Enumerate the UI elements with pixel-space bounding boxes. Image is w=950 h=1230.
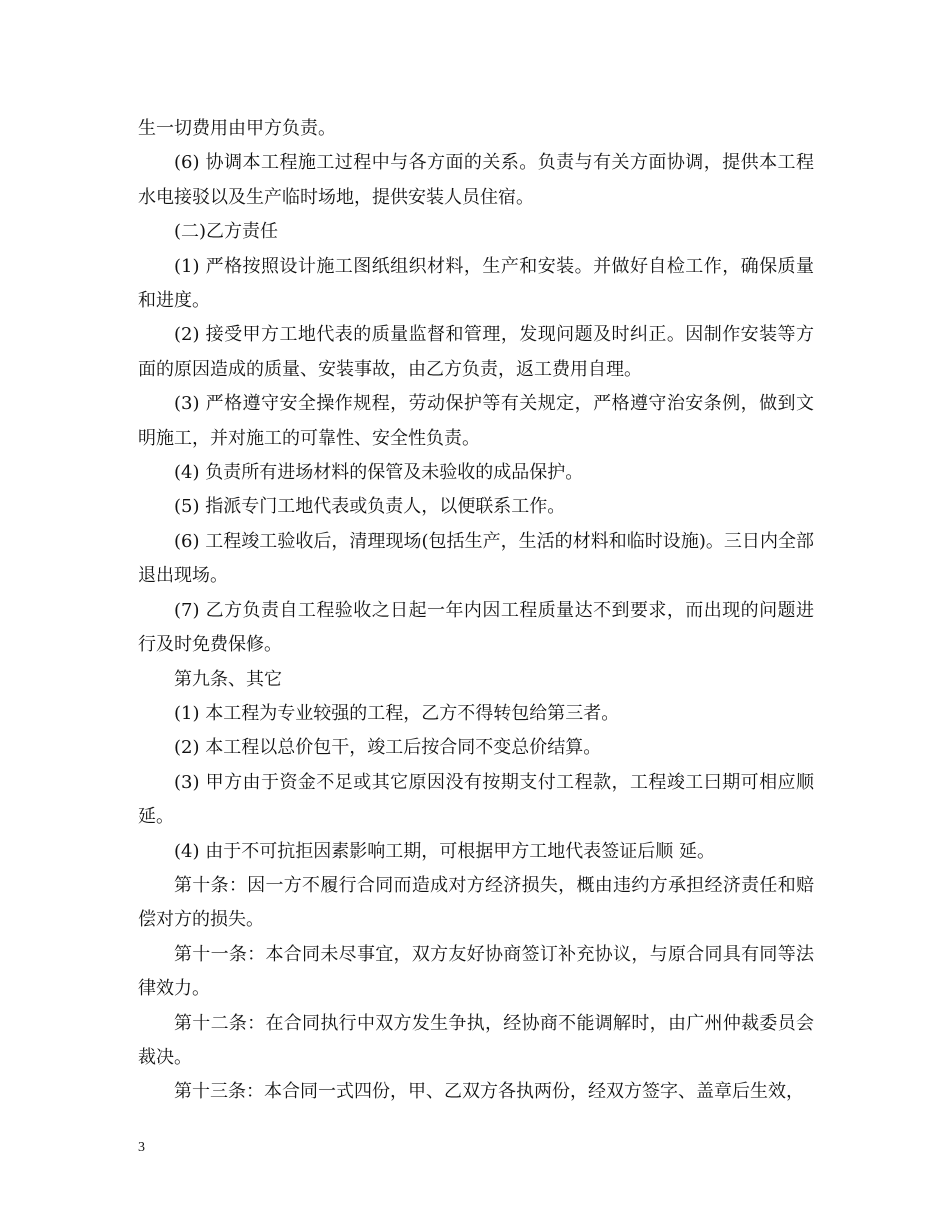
paragraph: (2) 接受甲方工地代表的质量监督和管理，发现问题及时纠正。因制作安装等方面的原因造成的质量、安装事故，由乙方负责，返工费用自理。 [138,324,814,380]
paragraph: (4) 负责所有进场材料的保管及未验收的成品保护。 [174,462,584,484]
paragraph: (1) 本工程为专业较强的工程，乙方不得转包给第三者。 [174,702,620,724]
page-number: 3 [138,1140,145,1155]
paragraph: (6) 工程竣工验收后，清理现场(包括生产，生活的材料和临时设施)。三日内全部退出现场。 [138,530,814,587]
paragraph: 生一切费用由甲方负责。 [138,118,336,139]
paragraph: (1) 严格按照设计施工图纸组织材料，生产和安装。并做好自检工作，确保质量和进度。 [138,255,814,312]
section-heading: (二)乙方责任 [174,221,279,243]
article-paragraph: 第十条：因一方不履行合同而造成对方经济损失，概由违约方承担经济责任和赔偿对方的损失。 [138,874,814,931]
paragraph: (3) 甲方由于资金不足或其它原因没有按期支付工程款，工程竣工曰期可相应顺延。 [138,771,814,828]
paragraph: (6) 协调本工程施工过程中与各方面的关系。负责与有关方面协调，提供本工程水电接驳以及生产临时场地，提供安装人员住宿。 [138,152,814,208]
document-body [138,112,814,1110]
paragraph: (7) 乙方负责自工程验收之日起一年内因工程质量达不到要求，而出现的问题进行及时免费保修。 [138,599,814,656]
paragraph: (5) 指派专门工地代表或负责人，以便联系工作。 [174,496,566,518]
section-heading: 第九条、其它 [174,668,282,690]
article-paragraph: 第十一条：本合同未尽事宜，双方友好协商签订补充协议，与原合同具有同等法律效力。 [138,943,814,1000]
article-paragraph: 第十三条：本合同一式四份，甲、乙双方各执两份，经双方签字、盖章后生效， [174,1081,804,1103]
paragraph: (4) 由于不可抗拒因素影响工期，可根据甲方工地代表签证后顺 延。 [174,840,715,862]
article-paragraph: 第十二条：在合同执行中双方发生争执，经协商不能调解时，由广州仲裁委员会裁决。 [138,1012,814,1068]
paragraph: (3) 严格遵守安全操作规程，劳动保护等有关规定，严格遵守治安条例，做到文明施工，并对施工的可靠性、安全性负责。 [138,393,814,449]
paragraph: (2) 本工程以总价包干，竣工后按合同不变总价结算。 [174,737,602,759]
